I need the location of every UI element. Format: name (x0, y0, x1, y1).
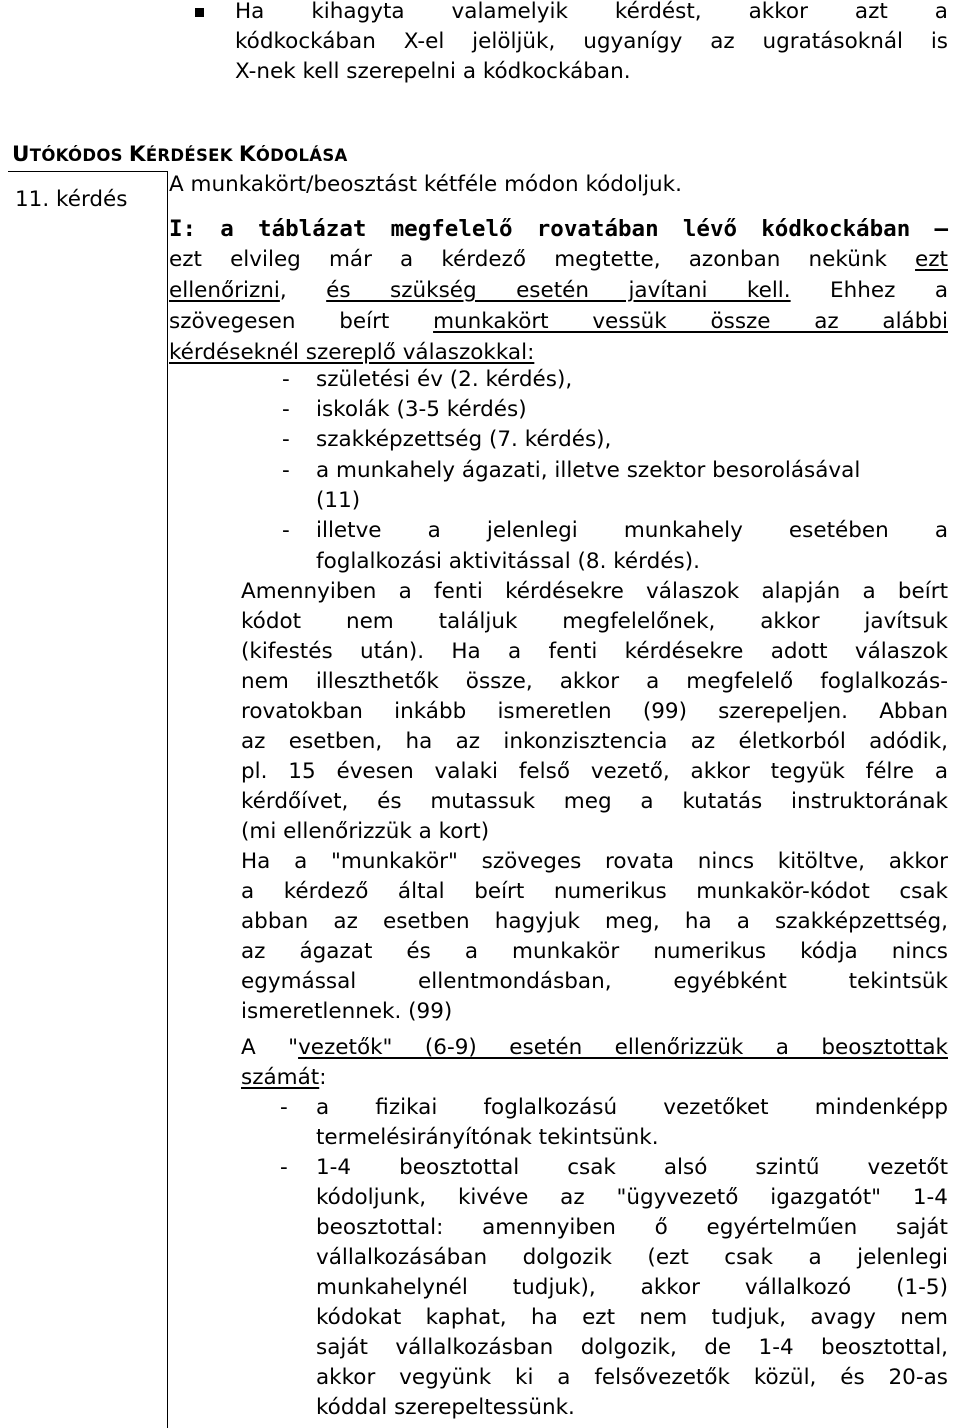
list-dash: - (282, 397, 290, 422)
sublist-dash: - (280, 1155, 288, 1180)
bullet-line-3: X-nek kell szerepelni a kódkockában. (235, 59, 631, 84)
sublist-line: beosztottal: amennyiben ő egyértelműen saját (316, 1215, 948, 1240)
para1-line-3: ellenőrizni, és szükség esetén javítani kell. Ehhez a (169, 278, 949, 303)
sublist-dash: - (280, 1095, 288, 1120)
para2-line: kérdőívet, és mutassuk meg a kutatás instruktorának (241, 789, 948, 814)
table-top-border (8, 171, 168, 172)
para2-line: kódot nem találjuk megfelelőnek, akkor javítsuk (241, 609, 948, 634)
list-dash: - (282, 458, 290, 483)
sublist-line: kóddal szerepeltessünk. (316, 1395, 575, 1420)
list-item: (11) (316, 488, 361, 513)
list-dash: - (282, 518, 290, 543)
bullet-line-2: kódkockában X-el jelöljük, ugyanígy az ugratásoknál is (235, 29, 948, 54)
list-item: a munkahely ágazati, illetve szektor besorolásával (316, 458, 861, 483)
para4-line-1: A "vezetők" (6-9) esetén ellenőrizzük a beosztottak (241, 1035, 948, 1060)
para4-line-2: számát: (241, 1065, 327, 1090)
section-heading: UTÓKÓDOS KÉRDÉSEK KÓDOLÁSA (12, 142, 348, 167)
para1-line-4: szövegesen beírt munkakört vessük össze az alábbi (169, 309, 948, 334)
para2-line: rovatokban inkább ismeretlen (99) szerepeljen. Abban (241, 699, 948, 724)
sublist-line: kódokat kaphat, ha ezt nem tudjuk, avagy nem (316, 1305, 948, 1330)
para2-line: az esetben, ha az inkonzisztencia az életkorból adódik, (241, 729, 948, 754)
sublist-line: munkahelynél tudjuk), akkor vállalkozó (1-5) (316, 1275, 948, 1300)
para3-line: az ágazat és a munkakör numerikus kódja nincs (241, 939, 948, 964)
para1-line-2: ezt elvileg már a kérdező megtette, azonban nekünk ezt (169, 247, 948, 272)
list-dash: - (282, 427, 290, 452)
sublist-line: vállalkozásában dolgozik (ezt csak a jelenlegi (316, 1245, 948, 1270)
para2-line: pl. 15 évesen valaki felső vezető, akkor tegyük félre a (241, 759, 948, 784)
list-item: szakképzettség (7. kérdés), (316, 427, 612, 452)
question-label: 11. kérdés (15, 187, 128, 212)
para1-line-5: kérdéseknél szereplő válaszokkal: (169, 340, 535, 365)
para3-line: ismeretlennek. (99) (241, 999, 453, 1024)
para3-line: a kérdező által beírt numerikus munkakör-kódot csak (241, 879, 948, 904)
para2-line: nem illeszthetők össze, akkor a megfelelő foglalkozás- (241, 669, 948, 694)
para2-line: Amennyiben a fenti kérdésekre válaszok alapján a beírt (241, 579, 948, 604)
sublist-line: akkor vegyünk ki a felsővezetők közül, és 20-as (316, 1365, 948, 1390)
para3-line: Ha a "munkakör" szöveges rovata nincs kitöltve, akkor (241, 849, 948, 874)
para3-line: abban az esetben hagyjuk meg, ha a szakképzettség, (241, 909, 948, 934)
list-item: illetve a jelenlegi munkahely esetében a (316, 518, 948, 543)
sublist-line: a fizikai foglalkozású vezetőket mindenképp (316, 1095, 948, 1120)
list-item: születési év (2. kérdés), (316, 367, 573, 392)
bold-instruction: I: a táblázat megfelelő rovatában lévő kódkockában – (169, 216, 948, 242)
list-dash: - (282, 367, 290, 392)
sublist-line: 1-4 beosztottal csak alsó szintű vezetőt (316, 1155, 948, 1180)
bullet-line-1: Ha kihagyta valamelyik kérdést, akkor azt a (235, 0, 948, 24)
table-divider (167, 171, 168, 1428)
square-bullet-icon (195, 8, 204, 17)
list-item: foglalkozási aktivitással (8. kérdés). (316, 549, 700, 574)
question-intro: A munkakört/beosztást kétféle módon kódoljuk. (169, 172, 682, 197)
para2-line: (kifestés után). Ha a fenti kérdésekre adott válaszok (241, 639, 948, 664)
list-item: iskolák (3-5 kérdés) (316, 397, 527, 422)
sublist-line: termelésirányítónak tekintsünk. (316, 1125, 659, 1150)
para3-line: egymással ellentmondásban, egyébként tekintsük (241, 969, 948, 994)
sublist-line: saját vállalkozásban dolgozik, de 1-4 beosztottal, (316, 1335, 948, 1360)
para2-line: (mi ellenőrizzük a kort) (241, 819, 490, 844)
sublist-line: kódoljunk, kivéve az "ügyvezető igazgatót" 1-4 (316, 1185, 948, 1210)
